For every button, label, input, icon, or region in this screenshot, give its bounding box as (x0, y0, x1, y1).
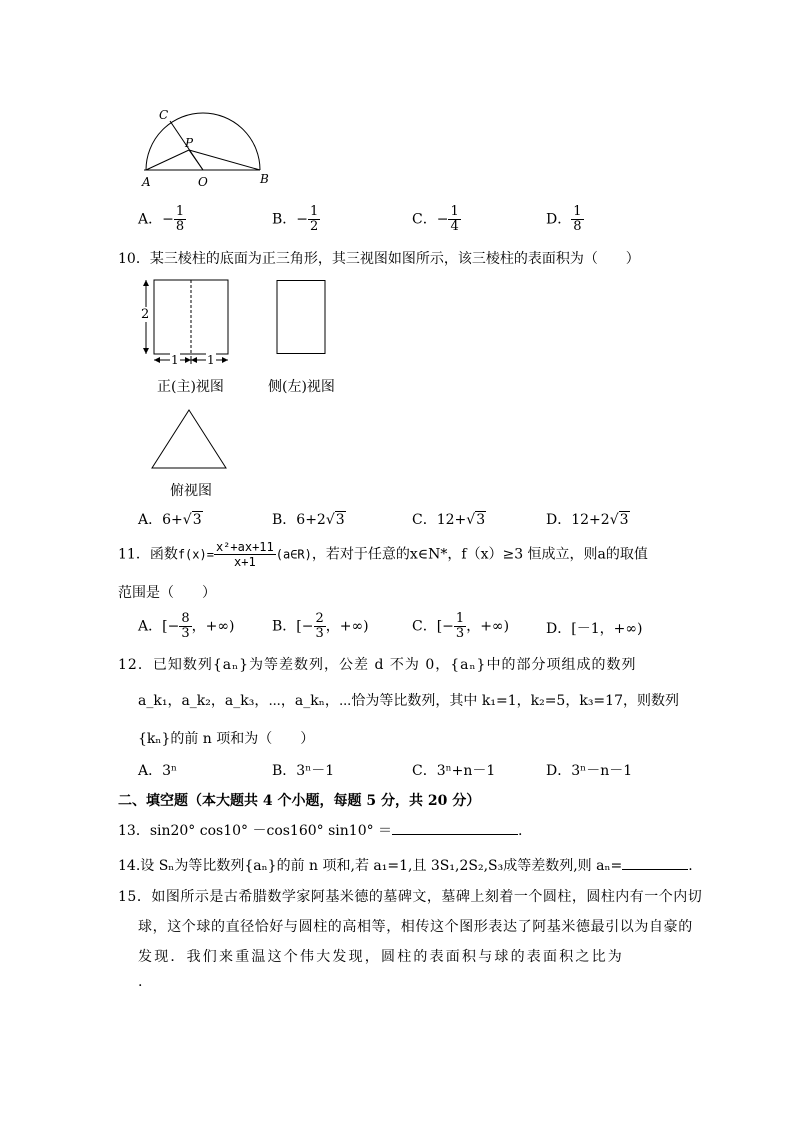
q15-line4: . (138, 974, 143, 990)
q11-option-a[interactable]: A．[− $\frac{8}{3}$ ，+∞) (138, 611, 235, 641)
q15-line3: 发现．我们来重温这个伟大发现，圆柱的表面积与球的表面积之比为 (138, 949, 624, 965)
q12-line1: 12．已知数列{aₙ}为等差数列，公差 d 不为 0，{aₙ}中的部分项组成的数列 (118, 657, 637, 673)
q12-line2: a_k₁，a_k₂，a_k₃，⋯，a_kₙ，⋯恰为等比数列，其中 k₁=1，k₂=5，k₃=17，则数列 (138, 693, 679, 709)
q15-line2: 球，这个球的直径恰好与圆柱的高相等，相传这个图形表达了阿基米德最引以为自豪的 (138, 919, 693, 935)
q12-option-a[interactable]: A．3ⁿ (138, 763, 178, 779)
label-B: B (260, 172, 269, 186)
top-caption: 俯视图 (170, 483, 212, 499)
dim-height: 2 (141, 307, 150, 322)
front-view-figure (136, 276, 236, 372)
q14: 14.设 Sₙ为等比数列{aₙ}的前 n 项和,若 a₁=1,且 3S₁,2S₂,S₃成等差数列,则 aₙ= . (118, 855, 693, 875)
q11-line2: 范围是（ ） (118, 585, 216, 601)
q9-option-d[interactable]: D． $\frac{1}{8}$ (546, 204, 582, 234)
q11-option-c[interactable]: C．[− $\frac{1}{3}$ ，+∞) (412, 611, 510, 641)
q12-option-c[interactable]: C．3ⁿ+n－1 (412, 763, 496, 779)
side-caption: 侧(左)视图 (268, 379, 335, 395)
q12-option-b[interactable]: B．3ⁿ－1 (272, 763, 335, 779)
q14-blank[interactable] (622, 855, 688, 870)
front-caption: 正(主)视图 (157, 379, 224, 395)
dim-w1: 1 (171, 353, 179, 367)
q12-option-d[interactable]: D．3ⁿ－n－1 (546, 763, 633, 779)
side-view-figure (276, 280, 328, 356)
label-O: O (198, 175, 208, 189)
q9-option-b[interactable]: B．− $\frac{1}{2}$ (272, 204, 319, 234)
q11-option-d[interactable]: D．[－1，+∞) (546, 621, 643, 637)
q10-option-d[interactable]: D．12+2√3 (546, 512, 629, 528)
q11-option-b[interactable]: B．[− $\frac{2}{3}$ ，+∞) (272, 611, 369, 641)
q12-line3: {kₙ}的前 n 项和为（ ） (138, 731, 315, 747)
q10-option-c[interactable]: C．12+√3 (412, 512, 486, 528)
label-C: C (159, 108, 169, 122)
section2-heading: 二、填空题（本大题共 4 个小题，每题 5 分，共 20 分） (118, 793, 481, 809)
q15-line1: 15．如图所示是古希腊数学家阿基米德的墓碑文，墓碑上刻着一个圆柱，圆柱内有一个内切 (118, 889, 703, 905)
q10-option-a[interactable]: A．6+√3 (138, 512, 202, 528)
dim-w2: 1 (207, 353, 215, 367)
q9-option-a[interactable]: A．− $\frac{1}{8}$ (138, 204, 185, 234)
q10-option-b[interactable]: B．6+2√3 (272, 512, 345, 528)
top-view-figure (150, 408, 230, 470)
q10-stem: 10．某三棱柱的底面为正三角形，其三视图如图所示，该三棱柱的表面积为（ ） (118, 251, 640, 267)
q11-stem: 11．函数f(x)= $\frac{\text{x²+ax+11}}{x+1}$ (a∈R)，若对于任意的x∈N*，f（x）≥3 恒成立，则a的取值 (118, 540, 648, 569)
q13-blank[interactable] (392, 820, 518, 835)
q9-option-c[interactable]: C．− $\frac{1}{4}$ (412, 204, 459, 234)
label-P: P (185, 136, 194, 150)
label-A: A (142, 175, 151, 189)
q13: 13．sin20° cos10° －cos160° sin10° ＝ . (118, 820, 523, 840)
